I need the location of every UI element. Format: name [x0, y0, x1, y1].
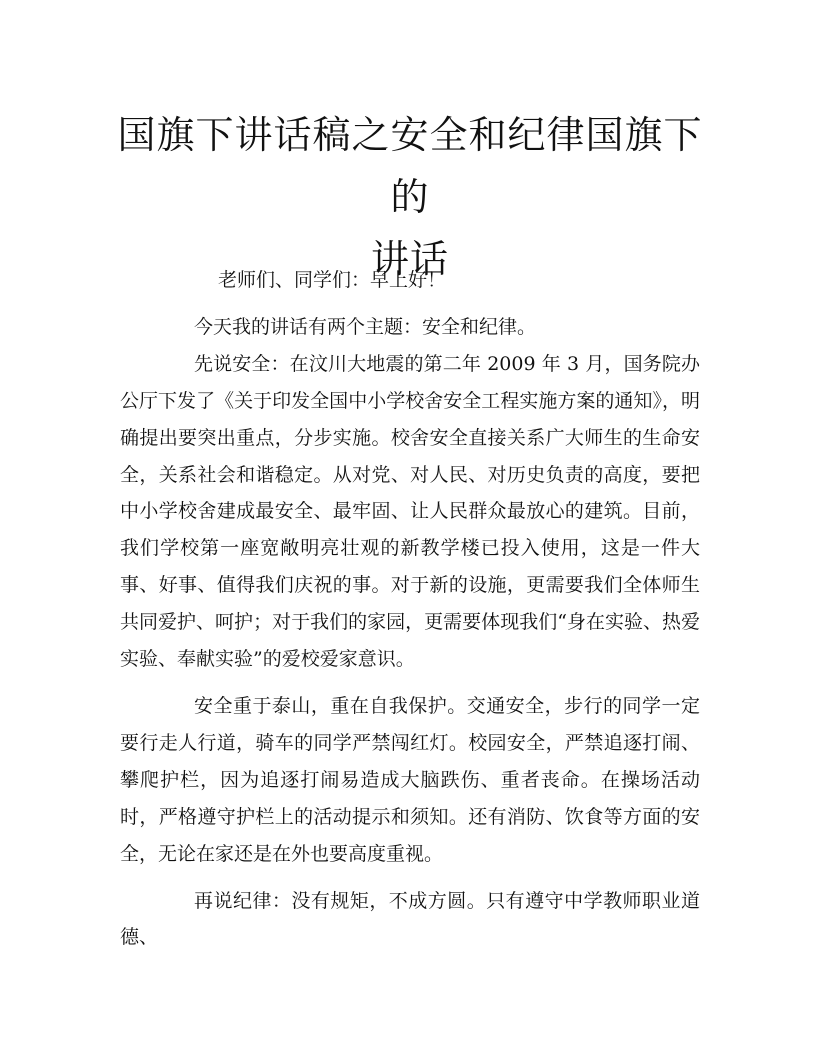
title-line-1: 国旗下讲话稿之安全和纪律国旗下的: [117, 113, 703, 219]
paragraph-safety-policy: 先说安全：在汶川大地震的第二年 2009 年 3 月，国务院办公厅下发了《关于印发全国中小学校舍安全工程实施方案的通知》，明确提出要突出重点，分步实施。校舍安全直接关系广大师生的生命安全，关系社会和谐稳定。从对党、对人民、对历史负责的高度，要把中小学校舍建成最安全、最牢固、让人民群众最放心的建筑。目前，我们学校第一座宽敞明亮壮观的新教学楼已投入使用，这是一件大事、好事、值得我们庆祝的事。对于新的设施，更需要我们全体师生共同爱护、呵护；对于我们的家园，更需要体现我们“身在实验、热爱实验、奉献实验”的爱校爱家意识。: [120, 352, 700, 671]
paragraph-greeting: 老师们、同学们：早上好！: [218, 269, 447, 291]
paragraph-discipline: 再说纪律：没有规矩，不成方圆。只有遵守中学教师职业道德、: [120, 889, 700, 949]
paragraph-self-protection: 安全重于泰山，重在自我保护。交通安全，步行的同学一定要行走人行道，骑车的同学严禁闯红灯。校园安全，严禁追逐打闹、攀爬护栏，因为追逐打闹易造成大脑跌伤、重者丧命。在操场活动时，严格遵守护栏上的活动提示和须知。还有消防、饮食等方面的安全，无论在家还是在外也要高度重视。: [120, 694, 700, 865]
paragraph-topics: 今天我的讲话有两个主题：安全和纪律。: [194, 315, 537, 338]
document-body: [120, 262, 700, 956]
title-line-2: 讲话: [370, 237, 449, 281]
